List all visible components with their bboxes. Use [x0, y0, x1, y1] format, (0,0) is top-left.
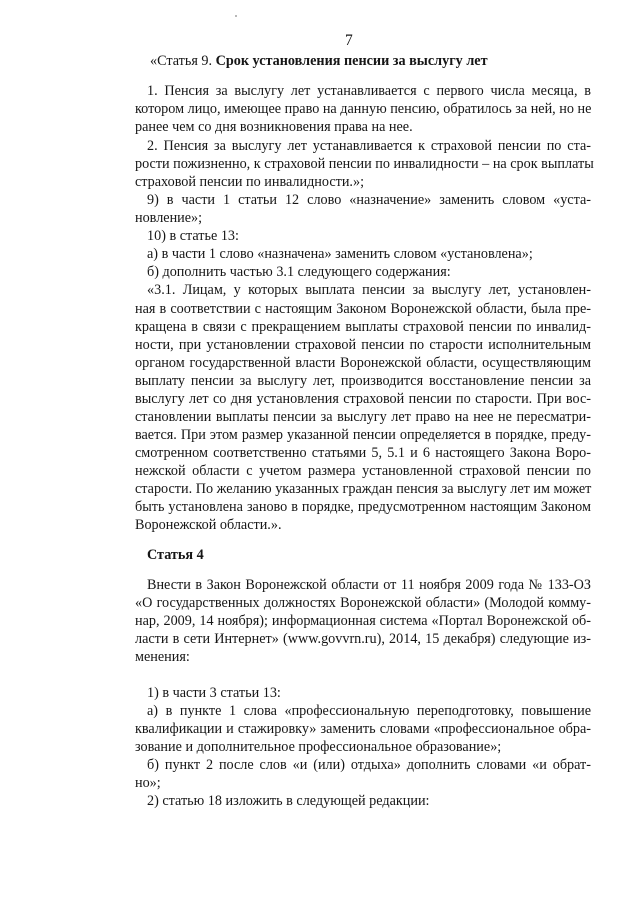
text-line: быть установлена заново в порядке, предусмотренном настоящим Законом: [135, 499, 591, 515]
text-line: выслугу лет со дня установления страховой пенсии по старости. При вос-: [135, 391, 591, 407]
text-line: квалификации и стажировку» заменить словами «профессиональное обра-: [135, 721, 591, 737]
page-number: 7: [345, 32, 353, 49]
text-line: б) дополнить частью 3.1 следующего содержания:: [147, 264, 451, 280]
text-line: зование и дополнительное профессиональное образование»;: [135, 739, 502, 755]
text-line: выплату пенсии за выслугу лет, производится восстановление пенсии за: [135, 373, 591, 389]
text-line: становлении выплаты пенсии за выслугу лет право на нее не пересматри-: [135, 409, 591, 425]
article-9-title: Срок установления пенсии за выслугу лет: [215, 53, 488, 69]
text-line: 9) в части 1 статьи 12 слово «назначение» заменить словом «уста-: [147, 192, 591, 208]
text-line: Внести в Закон Воронежской области от 11 ноября 2009 года № 133-ОЗ: [147, 577, 591, 593]
text-line: 2. Пенсия за выслугу лет устанавливается к страховой пенсии по ста-: [147, 138, 591, 154]
text-line: нежской области с учетом размера установленной страховой пенсии по: [135, 463, 591, 479]
text-line: а) в части 1 слово «назначена» заменить словом «установлена»;: [147, 246, 533, 262]
text-line: новление»;: [135, 210, 203, 226]
text-line: б) пункт 2 после слов «и (или) отдыха» дополнить словами «и обрат-: [147, 757, 591, 773]
text-line: нар, 2009, 14 ноября); информационная система «Портал Воронежской об-: [135, 613, 591, 629]
text-line: страховой пенсии по инвалидности.»;: [135, 174, 365, 190]
article-4-heading: Статья 4: [147, 547, 204, 563]
text-line: котором лицо, имеющее право на данную пенсию, обратилось за ней, но не: [135, 101, 592, 117]
text-line: Воронежской области.».: [135, 517, 282, 533]
text-line: ная в соответствии с настоящим Законом Воронежской области, была пре-: [135, 301, 591, 317]
text-line: но»;: [135, 775, 161, 791]
text-line: 1. Пенсия за выслугу лет устанавливается с первого числа месяца, в: [147, 83, 591, 99]
text-line: рости пожизненно, к страховой пенсии по инвалидности – на срок выплаты: [135, 156, 594, 172]
text-line: кращена в связи с прекращением выплаты страховой пенсии по инвалид-: [135, 319, 591, 335]
text-line: менения:: [135, 649, 190, 665]
scan-speck: [235, 15, 237, 17]
text-line: органом государственной власти Воронежской области, осуществляющим: [135, 355, 591, 371]
text-line: старости. По желанию указанных граждан пенсия за выслугу лет им может: [135, 481, 592, 497]
text-line: ранее чем со дня возникновения права на нее.: [135, 119, 413, 135]
text-line: вается. При этом размер указанной пенсии определяется в порядке, преду-: [135, 427, 591, 443]
text-line: а) в пункте 1 слова «профессиональную переподготовку, повышение: [147, 703, 591, 719]
text-line: «О государственных должностях Воронежской области» (Молодой комму-: [135, 595, 591, 611]
text-line: «3.1. Лицам, у которых выплата пенсии за выслугу лет, установлен-: [147, 282, 591, 298]
text-line: 2) статью 18 изложить в следующей редакции:: [147, 793, 430, 809]
text-line: ности, при установлении страховой пенсии по старости исполнительным: [135, 337, 591, 353]
text-line: 10) в статье 13:: [147, 228, 239, 244]
text-line: смотренном соответственно статьями 5, 5.1 и 6 настоящего Закона Воро-: [135, 445, 591, 461]
text-line: ласти в сети Интернет» (www.govvrn.ru), 2014, 15 декабря) следующие из-: [135, 631, 591, 647]
article-9-heading: [150, 52, 488, 70]
text-line: 1) в части 3 статьи 13:: [147, 685, 281, 701]
article-9-prefix: «Статья 9.: [150, 53, 213, 69]
